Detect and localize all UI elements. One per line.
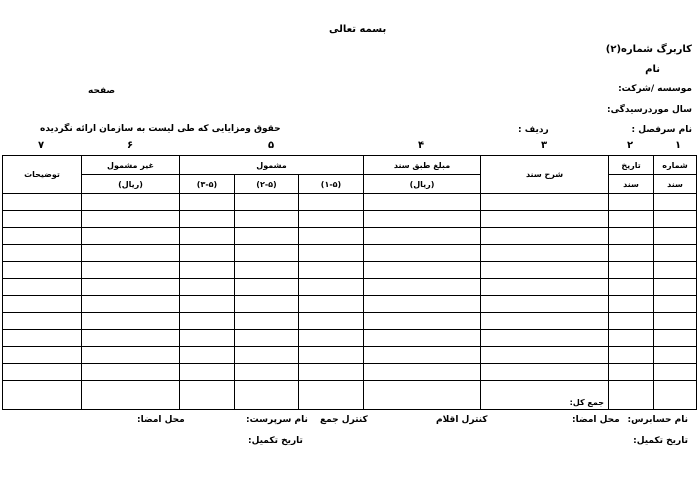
header-sub-1: (۱-۵) [299, 175, 364, 194]
sign-place-2: محل امضا: [137, 415, 185, 425]
document-table [2, 155, 697, 410]
column-number-2: ۲ [627, 140, 634, 151]
column-number-7: ۷ [38, 140, 45, 151]
header-sub-2: (۲-۵) [235, 175, 299, 194]
header-ghair-mashmool: غیر مشمول [82, 156, 180, 175]
supervisor-label: نام سرپرست: [246, 415, 308, 425]
table-row [3, 364, 697, 381]
table-row [3, 211, 697, 228]
column-number-4: ۴ [418, 140, 425, 151]
column-number-5: ۵ [268, 140, 275, 151]
name-label: نام [645, 64, 660, 75]
total-label: جمع کل: [481, 381, 609, 410]
row-label: ردیف : [518, 125, 549, 135]
form-title: کاربرگ شماره(۲) [605, 44, 692, 55]
table-row [3, 279, 697, 296]
year-label: سال موردرسیدگی: [606, 105, 692, 115]
header-sharh: شرح سند [481, 156, 609, 194]
table-row [3, 296, 697, 313]
sum-control: کنترل جمع [320, 415, 368, 425]
table-header-row-1 [3, 156, 697, 175]
header-ghair-unit: (ریال) [82, 175, 180, 194]
header-amount-unit: (ریال) [364, 175, 481, 194]
table-row [3, 194, 697, 211]
header-mashmool: مشمول [180, 156, 364, 175]
completion-date-2: تاریخ تکمیل: [248, 436, 303, 446]
header-date-sanad: سند [609, 175, 654, 194]
header-date: تاریخ [609, 156, 654, 175]
header-notes: توضیحات [3, 156, 82, 194]
table-row [3, 347, 697, 364]
column-number-3: ۳ [541, 140, 548, 151]
table-row [3, 262, 697, 279]
description-text: حقوق ومزایایی که طی لیست به سازمان ارائه نگردیده [40, 124, 281, 134]
header-number-sanad: سند [654, 175, 697, 194]
items-control: کنترل اقلام [436, 415, 488, 425]
auditor-label: نام حسابرس: [627, 415, 688, 425]
table-row [3, 228, 697, 245]
chapter-label: نام سرفصل : [631, 125, 692, 135]
sign-place-1: محل امضا: [572, 415, 620, 425]
column-number-6: ۶ [127, 140, 134, 151]
company-label: موسسه /شرکت: [618, 84, 692, 94]
completion-date-1: تاریخ تکمیل: [633, 436, 688, 446]
table-row [3, 330, 697, 347]
table-row [3, 245, 697, 262]
table-row [3, 313, 697, 330]
header-amount: مبلغ طبق سند [364, 156, 481, 175]
column-number-1: ۱ [675, 140, 682, 151]
page-label: صفحه [88, 86, 116, 96]
header-sub-3: (۳-۵) [180, 175, 235, 194]
header-doc-number: شماره [654, 156, 697, 175]
total-row [3, 381, 697, 410]
basmala: بسمه تعالی [329, 24, 387, 35]
